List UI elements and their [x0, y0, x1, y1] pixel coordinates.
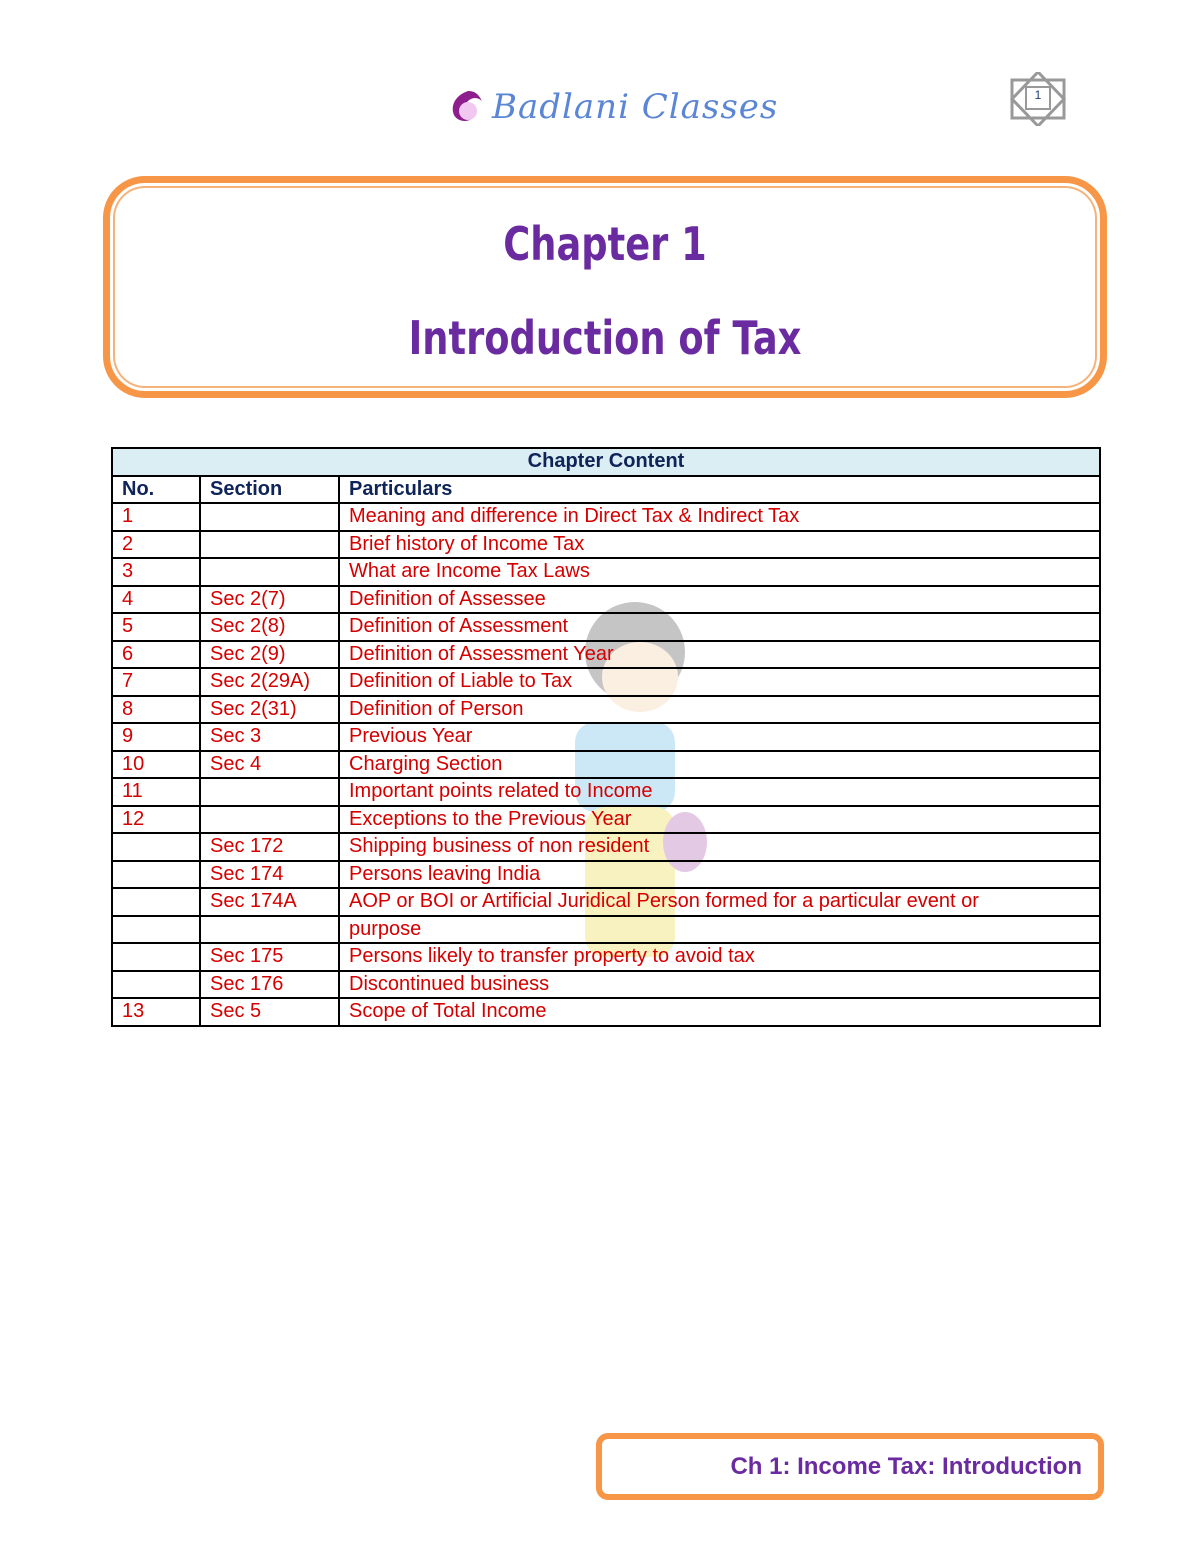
row-particulars: Brief history of Income Tax [339, 531, 1100, 559]
chapter-title-box [103, 176, 1107, 398]
row-number: 11 [112, 778, 200, 806]
row-number: 6 [112, 641, 200, 669]
row-number: 3 [112, 558, 200, 586]
row-particulars: AOP or BOI or Artificial Juridical Person formed for a particular event or [339, 888, 1100, 916]
row-section: Sec 2(29A) [200, 668, 339, 696]
row-particulars: purpose [339, 916, 1100, 944]
column-header-particulars: Particulars [339, 476, 1100, 504]
row-number [112, 971, 200, 999]
table-row [112, 833, 1100, 861]
row-number: 2 [112, 531, 200, 559]
chapter-number: Chapter 1 [503, 217, 707, 271]
row-particulars: Discontinued business [339, 971, 1100, 999]
row-particulars: Shipping business of non resident [339, 833, 1100, 861]
row-number: 5 [112, 613, 200, 641]
table-row [112, 998, 1100, 1026]
row-section [200, 503, 339, 531]
row-number: 1 [112, 503, 200, 531]
logo-flame-icon [448, 87, 488, 127]
table-row [112, 806, 1100, 834]
table-row [112, 751, 1100, 779]
row-number: 13 [112, 998, 200, 1026]
table-row [112, 943, 1100, 971]
row-section [200, 806, 339, 834]
row-particulars: Charging Section [339, 751, 1100, 779]
logo [448, 82, 778, 132]
row-particulars: Definition of Assessment [339, 613, 1100, 641]
row-particulars: Scope of Total Income [339, 998, 1100, 1026]
row-section [200, 558, 339, 586]
table-row [112, 531, 1100, 559]
table-row [112, 916, 1100, 944]
row-section: Sec 2(8) [200, 613, 339, 641]
row-section: Sec 4 [200, 751, 339, 779]
table-row [112, 668, 1100, 696]
row-particulars: Definition of Person [339, 696, 1100, 724]
row-number: 12 [112, 806, 200, 834]
row-particulars: Meaning and difference in Direct Tax & Indirect Tax [339, 503, 1100, 531]
row-section: Sec 172 [200, 833, 339, 861]
row-section: Sec 2(9) [200, 641, 339, 669]
table-row [112, 696, 1100, 724]
table-caption: Chapter Content [112, 448, 1100, 476]
row-particulars: Definition of Assessee [339, 586, 1100, 614]
row-section: Sec 2(31) [200, 696, 339, 724]
row-number [112, 861, 200, 889]
row-number: 7 [112, 668, 200, 696]
row-number: 8 [112, 696, 200, 724]
table-row [112, 778, 1100, 806]
table-row [112, 558, 1100, 586]
row-number [112, 916, 200, 944]
row-section: Sec 2(7) [200, 586, 339, 614]
row-section: Sec 5 [200, 998, 339, 1026]
row-particulars: Exceptions to the Previous Year [339, 806, 1100, 834]
row-section: Sec 176 [200, 971, 339, 999]
table-row [112, 503, 1100, 531]
row-number: 9 [112, 723, 200, 751]
row-section: Sec 174 [200, 861, 339, 889]
table-row [112, 861, 1100, 889]
footer-label: Ch 1: Income Tax: Introduction [730, 1453, 1082, 1480]
table-row [112, 971, 1100, 999]
chapter-content-table [111, 447, 1101, 1027]
row-section [200, 916, 339, 944]
column-header-section: Section [200, 476, 339, 504]
row-particulars: What are Income Tax Laws [339, 558, 1100, 586]
table-row [112, 888, 1100, 916]
row-number: 4 [112, 586, 200, 614]
row-section [200, 778, 339, 806]
footer-box [596, 1433, 1104, 1500]
row-particulars: Definition of Liable to Tax [339, 668, 1100, 696]
table-row [112, 641, 1100, 669]
row-particulars: Persons leaving India [339, 861, 1100, 889]
row-section: Sec 175 [200, 943, 339, 971]
row-section: Sec 174A [200, 888, 339, 916]
row-particulars: Persons likely to transfer property to avoid tax [339, 943, 1100, 971]
row-particulars: Definition of Assessment Year [339, 641, 1100, 669]
row-number [112, 833, 200, 861]
table-row [112, 723, 1100, 751]
row-particulars: Previous Year [339, 723, 1100, 751]
table-row [112, 586, 1100, 614]
row-number [112, 943, 200, 971]
row-section: Sec 3 [200, 723, 339, 751]
logo-text: Badlani Classes [492, 87, 779, 127]
row-number: 10 [112, 751, 200, 779]
page-number-badge [1008, 72, 1068, 126]
page-number: 1 [1034, 88, 1042, 102]
row-section [200, 531, 339, 559]
column-header-no: No. [112, 476, 200, 504]
chapter-title: Introduction of Tax [408, 311, 802, 365]
table-row [112, 613, 1100, 641]
row-number [112, 888, 200, 916]
row-particulars: Important points related to Income [339, 778, 1100, 806]
